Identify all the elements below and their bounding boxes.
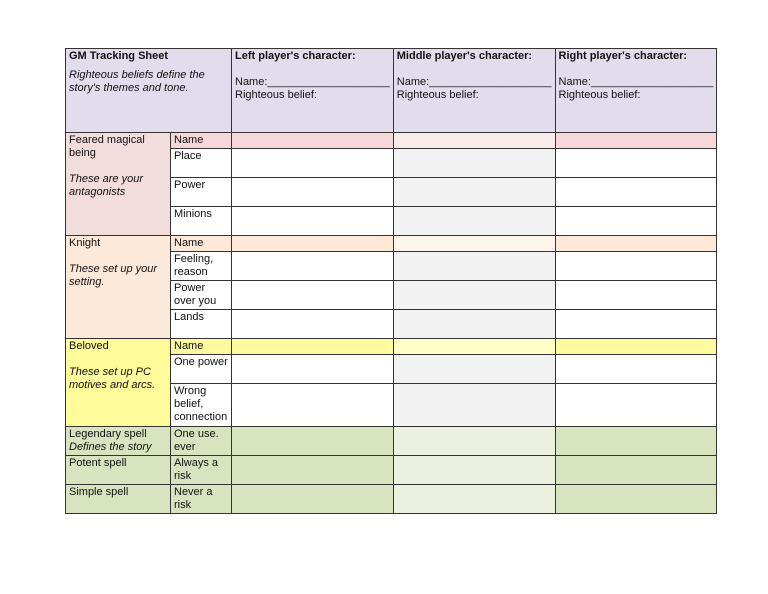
knight-feeling-middle-cell[interactable]	[393, 252, 555, 281]
feared-power-left-cell[interactable]	[232, 178, 394, 207]
knight-field-feeling: Feeling, reason	[171, 252, 232, 281]
knight-field-lands: Lands	[171, 310, 232, 339]
feared-field-power: Power	[171, 178, 232, 207]
knight-power-left-cell[interactable]	[232, 281, 394, 310]
beloved-belief-right-cell[interactable]	[555, 384, 717, 427]
feared-being-note: These are your antagonists	[69, 173, 143, 198]
beloved-power-middle-cell[interactable]	[393, 355, 555, 384]
beloved-power-left-cell[interactable]	[232, 355, 394, 384]
header-right-player	[555, 49, 717, 133]
knight-lands-right-cell[interactable]	[555, 310, 717, 339]
feared-name-middle-cell[interactable]	[393, 133, 555, 149]
beloved-field-power: One power	[171, 355, 232, 384]
simple-spell-middle-cell[interactable]	[393, 485, 555, 514]
legendary-spell-field: One use. ever	[171, 427, 232, 456]
knight-feeling-right-cell[interactable]	[555, 252, 717, 281]
feared-field-place: Place	[171, 149, 232, 178]
sheet-subtitle: Righteous beliefs define the story's themes and tone.	[69, 69, 205, 94]
feared-name-right-cell[interactable]	[555, 133, 717, 149]
feared-being-section	[66, 133, 171, 236]
knight-title: Knight	[69, 237, 101, 249]
potent-spell-right-cell[interactable]	[555, 456, 717, 485]
simple-spell-field: Never a risk	[171, 485, 232, 514]
beloved-field-belief: Wrong belief, connection	[171, 384, 232, 427]
beloved-power-right-cell[interactable]	[555, 355, 717, 384]
left-player-name-label: Name:____________________	[235, 76, 390, 88]
legendary-spell-left-cell[interactable]	[232, 427, 394, 456]
feared-place-middle-cell[interactable]	[393, 149, 555, 178]
right-player-title: Right player's character:	[558, 50, 688, 62]
beloved-name-left-cell[interactable]	[232, 339, 394, 355]
simple-spell-label: Simple spell	[66, 485, 171, 514]
beloved-note: These set up PC motives and arcs.	[69, 366, 156, 391]
knight-power-right-cell[interactable]	[555, 281, 717, 310]
right-player-name-label: Name:____________________	[558, 76, 714, 88]
header-left-player	[232, 49, 394, 133]
feared-field-name: Name	[171, 133, 232, 149]
feared-field-minions: Minions	[171, 207, 232, 236]
feared-name-left-cell[interactable]	[232, 133, 394, 149]
legendary-spell-label	[66, 427, 171, 456]
knight-field-name: Name	[171, 236, 232, 252]
feared-place-left-cell[interactable]	[232, 149, 394, 178]
beloved-belief-middle-cell[interactable]	[393, 384, 555, 427]
feared-minions-right-cell[interactable]	[555, 207, 717, 236]
legendary-spell-right-cell[interactable]	[555, 427, 717, 456]
feared-place-right-cell[interactable]	[555, 149, 717, 178]
middle-player-belief-label: Righteous belief:	[396, 89, 479, 101]
knight-lands-middle-cell[interactable]	[393, 310, 555, 339]
legendary-spell-title: Legendary spell	[69, 428, 147, 440]
simple-spell-left-cell[interactable]	[232, 485, 394, 514]
legendary-spell-note: Defines the story	[69, 441, 152, 453]
header-title-cell	[66, 49, 232, 133]
beloved-name-middle-cell[interactable]	[393, 339, 555, 355]
feared-minions-left-cell[interactable]	[232, 207, 394, 236]
knight-name-right-cell[interactable]	[555, 236, 717, 252]
simple-spell-right-cell[interactable]	[555, 485, 717, 514]
feared-being-title: Feared magical being	[69, 134, 145, 159]
beloved-belief-left-cell[interactable]	[232, 384, 394, 427]
feared-minions-middle-cell[interactable]	[393, 207, 555, 236]
header-middle-player	[393, 49, 555, 133]
potent-spell-middle-cell[interactable]	[393, 456, 555, 485]
legendary-spell-middle-cell[interactable]	[393, 427, 555, 456]
knight-name-middle-cell[interactable]	[393, 236, 555, 252]
feared-power-middle-cell[interactable]	[393, 178, 555, 207]
knight-name-left-cell[interactable]	[232, 236, 394, 252]
potent-spell-left-cell[interactable]	[232, 456, 394, 485]
knight-field-power: Power over you	[171, 281, 232, 310]
knight-lands-left-cell[interactable]	[232, 310, 394, 339]
right-player-belief-label: Righteous belief:	[558, 89, 641, 101]
left-player-belief-label: Righteous belief:	[235, 89, 317, 101]
potent-spell-label: Potent spell	[66, 456, 171, 485]
knight-section	[66, 236, 171, 339]
beloved-title: Beloved	[69, 340, 109, 352]
beloved-name-right-cell[interactable]	[555, 339, 717, 355]
knight-note: These set up your setting.	[69, 263, 158, 288]
middle-player-title: Middle player's character:	[396, 50, 533, 62]
knight-power-middle-cell[interactable]	[393, 281, 555, 310]
left-player-title: Left player's character:	[235, 50, 356, 62]
beloved-field-name: Name	[171, 339, 232, 355]
gm-tracking-table	[65, 48, 717, 514]
potent-spell-field: Always a risk	[171, 456, 232, 485]
sheet-title: GM Tracking Sheet	[69, 50, 169, 62]
middle-player-name-label: Name:____________________	[396, 76, 552, 88]
beloved-section	[66, 339, 171, 427]
feared-power-right-cell[interactable]	[555, 178, 717, 207]
knight-feeling-left-cell[interactable]	[232, 252, 394, 281]
